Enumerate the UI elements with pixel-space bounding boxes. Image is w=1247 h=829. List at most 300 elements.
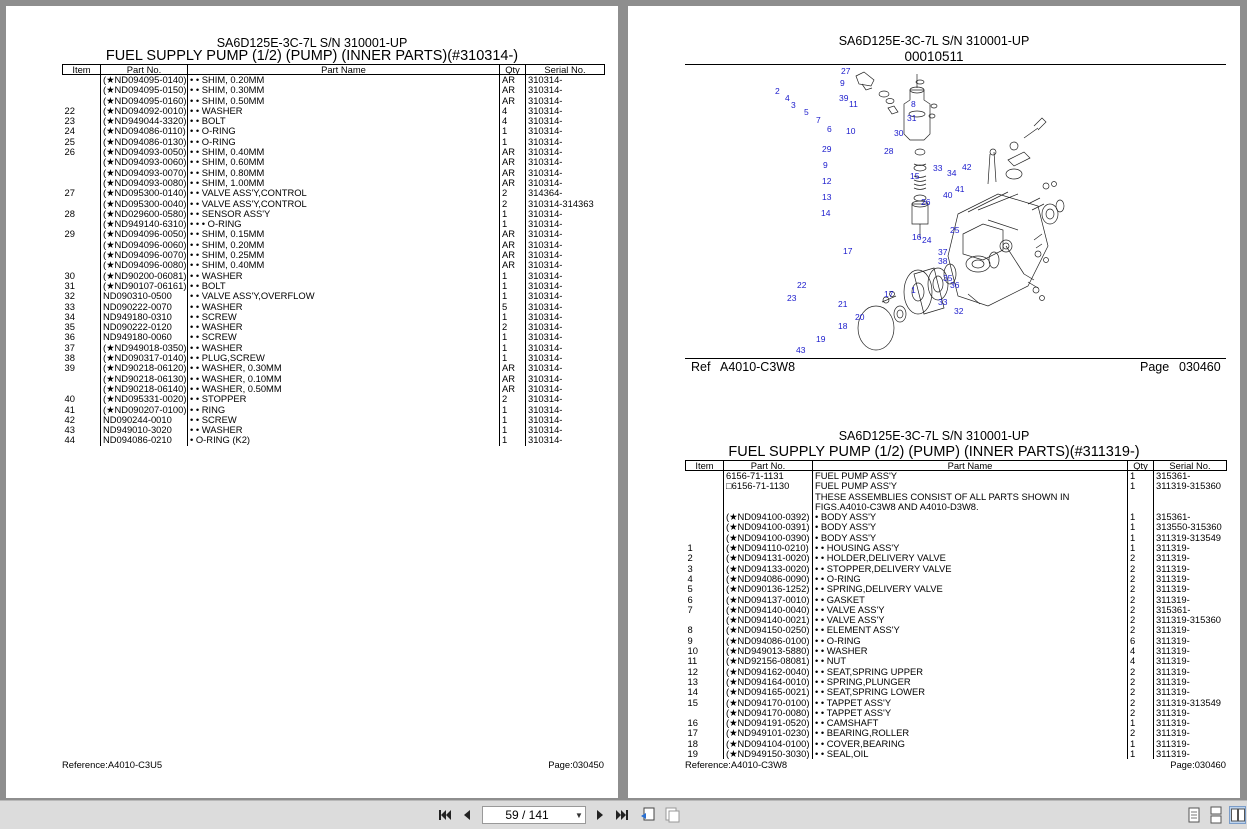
part-no-cell: (★ND094137-0010) — [724, 595, 813, 605]
part-name-cell: • • WASHER — [188, 425, 500, 435]
qty-cell — [1128, 492, 1154, 502]
callout-number: 32 — [954, 306, 964, 316]
item-cell: 22 — [64, 104, 75, 116]
qty-cell: 1 — [500, 312, 526, 322]
header-serial-no: Serial No. — [526, 65, 605, 75]
callout-number: 6 — [827, 124, 832, 134]
serial-no-cell: 314364- — [526, 188, 605, 198]
part-name-cell: • • VALVE ASS'Y — [813, 605, 1128, 615]
part-name-cell: • • O-RING — [813, 574, 1128, 584]
callout-number: 14 — [821, 208, 831, 218]
serial-no-cell: 310314- — [526, 425, 605, 435]
part-name-cell: • • SCREW — [188, 332, 500, 342]
qty-cell: 2 — [1128, 553, 1154, 563]
item-cell: 26 — [64, 146, 75, 158]
qty-cell: AR — [500, 250, 526, 260]
part-no-cell: (★ND90218-06130) — [101, 374, 188, 384]
go-forward-view-icon[interactable] — [664, 807, 680, 823]
callout-number: 41 — [955, 184, 965, 194]
item-cell: 42 — [64, 413, 75, 425]
parts-table — [685, 460, 1227, 759]
serial-no-cell: 315361- — [1154, 471, 1227, 482]
part-no-cell: (★ND094086-0130) — [101, 137, 188, 147]
part-name-cell: • • O-RING — [813, 636, 1128, 646]
part-name-cell: • • SCREW — [188, 312, 500, 322]
item-cell — [63, 75, 101, 86]
item-cell — [63, 250, 101, 260]
table-row — [686, 687, 1227, 697]
qty-cell: 6 — [1128, 636, 1154, 646]
callout-number: 26 — [921, 197, 931, 207]
qty-cell: 1 — [500, 219, 526, 229]
qty-cell: 2 — [1128, 687, 1154, 697]
serial-no-cell: 311319- — [1154, 667, 1227, 677]
part-no-cell: (★ND029600-0580) — [101, 209, 188, 219]
item-cell — [686, 492, 724, 502]
page-value: 030460 — [1179, 360, 1221, 374]
qty-cell: 2 — [1128, 698, 1154, 708]
serial-no-cell: 310314- — [526, 157, 605, 167]
callout-number: 5 — [804, 107, 809, 117]
item-cell: 30 — [64, 269, 75, 281]
qty-cell: 4 — [1128, 656, 1154, 666]
continuous-view-icon[interactable] — [1208, 807, 1224, 823]
part-name-cell: • BODY ASS'Y — [813, 512, 1128, 522]
callout-number: 30 — [894, 128, 904, 138]
serial-no-cell: 311319- — [1154, 584, 1227, 594]
callout-number: 28 — [884, 146, 894, 156]
serial-no-cell: 310314- — [526, 116, 605, 126]
part-no-cell: ND090244-0010 — [101, 415, 188, 425]
qty-cell: 2 — [1128, 605, 1154, 615]
serial-no-cell: 311319- — [1154, 656, 1227, 666]
part-no-cell: (★ND094093-0080) — [101, 178, 188, 188]
page-right — [628, 6, 1240, 798]
header-item: Item — [686, 461, 724, 471]
part-no-cell: (★ND094131-0020) — [724, 553, 813, 563]
item-cell: 44 — [64, 434, 75, 446]
part-no-cell: ND949010-3020 — [101, 425, 188, 435]
item-cell: 29 — [64, 228, 75, 240]
last-page-icon[interactable] — [614, 807, 630, 823]
item-cell: 4 — [687, 572, 693, 584]
part-name-cell: • • VALVE ASS'Y — [813, 615, 1128, 625]
callout-number: 29 — [822, 144, 832, 154]
qty-cell: 2 — [1128, 574, 1154, 584]
serial-no-cell: 311319- — [1154, 636, 1227, 646]
serial-no-cell — [1154, 492, 1227, 502]
part-no-cell: (★ND094191-0520) — [724, 718, 813, 728]
header-part-name: Part Name — [813, 461, 1128, 471]
part-no-cell: (★ND949101-0230) — [724, 728, 813, 738]
part-name-cell: • • SHIM, 0.15MM — [188, 229, 500, 239]
serial-no-cell: 310314- — [526, 240, 605, 250]
part-name-cell: • • SHIM, 0.30MM — [188, 85, 500, 95]
callout-number: 10 — [846, 126, 856, 136]
serial-no-cell: 311319- — [1154, 553, 1227, 563]
part-name-cell: • • STOPPER,DELIVERY VALVE — [813, 564, 1128, 574]
chevron-down-icon[interactable]: ▼ — [575, 811, 583, 820]
qty-cell: 1 — [500, 271, 526, 281]
next-page-icon[interactable] — [592, 807, 608, 823]
qty-cell: AR — [500, 374, 526, 384]
part-no-cell: (★ND92156-08081) — [724, 656, 813, 666]
part-no-cell: (★ND094100-0392) — [724, 512, 813, 522]
part-no-cell: (★ND094110-0210) — [724, 543, 813, 553]
item-cell: 28 — [64, 207, 75, 219]
part-no-cell: (★ND094100-0390) — [724, 533, 813, 543]
first-page-icon[interactable] — [437, 807, 453, 823]
callout-number: 39 — [839, 93, 849, 103]
part-no-cell: (★ND094092-0010) — [101, 106, 188, 116]
qty-cell: 5 — [500, 302, 526, 312]
header-qty: Qty — [500, 65, 526, 75]
serial-no-cell: 310314- — [526, 271, 605, 281]
item-cell: 15 — [687, 696, 698, 708]
serial-no-cell: 311319- — [1154, 543, 1227, 553]
qty-cell: 1 — [1128, 739, 1154, 749]
page-left — [6, 6, 618, 798]
qty-cell: AR — [500, 178, 526, 188]
part-name-cell: FIGS.A4010-C3W8 AND A4010-D3W8. — [813, 502, 1128, 512]
item-cell: 38 — [64, 352, 75, 364]
part-name-cell: • • SCREW — [188, 415, 500, 425]
part-name-cell: • • SHIM, 0.40MM — [188, 260, 500, 270]
item-cell: 19 — [687, 748, 698, 760]
serial-no-cell: 311319- — [1154, 564, 1227, 574]
item-cell: 41 — [64, 403, 75, 415]
serial-no-cell: 315361- — [1154, 512, 1227, 522]
part-name-cell: • • CAMSHAFT — [813, 718, 1128, 728]
part-no-cell: (★ND094164-0010) — [724, 677, 813, 687]
part-name-cell: • • WASHER, 0.30MM — [188, 363, 500, 373]
footer-reference: Reference:A4010-C3U5 — [62, 759, 163, 770]
qty-cell: 1 — [500, 405, 526, 415]
two-page-view-icon[interactable] — [1229, 806, 1246, 824]
part-name-cell: • • O-RING — [188, 126, 500, 136]
qty-cell: 1 — [500, 415, 526, 425]
part-name-cell: • • PLUG,SCREW — [188, 353, 500, 363]
serial-no-cell: 311319- — [1154, 708, 1227, 718]
callout-number: 20 — [855, 312, 865, 322]
part-name-cell: • • WASHER — [188, 302, 500, 312]
part-no-cell: (★ND095331-0020) — [101, 394, 188, 404]
qty-cell: 2 — [500, 394, 526, 404]
serial-no-cell: 310314- — [526, 147, 605, 157]
serial-no-cell: 310314- — [526, 394, 605, 404]
prev-page-icon[interactable] — [459, 807, 475, 823]
part-no-cell: (★ND094162-0040) — [724, 667, 813, 677]
part-no-cell: (★ND094093-0050) — [101, 147, 188, 157]
callout-number: 17 — [843, 246, 853, 256]
item-cell: 16 — [687, 717, 698, 729]
item-cell — [63, 168, 101, 178]
part-no-cell: (★ND949013-5880) — [724, 646, 813, 656]
qty-cell: 1 — [500, 435, 526, 445]
part-no-cell: (★ND949018-0350) — [101, 343, 188, 353]
item-cell — [686, 481, 724, 491]
header-item: Item — [63, 65, 101, 75]
page-title: FUEL SUPPLY PUMP (1/2) (PUMP) (INNER PARTS)(#311319-) — [728, 444, 1140, 460]
qty-cell: 4 — [500, 106, 526, 116]
part-name-cell: • • BOLT — [188, 281, 500, 291]
item-cell: 5 — [687, 583, 693, 595]
callout-number: 21 — [838, 299, 848, 309]
qty-cell: 2 — [500, 322, 526, 332]
qty-cell: 1 — [500, 209, 526, 219]
part-no-cell: ND949180-0060 — [101, 332, 188, 342]
footer-page: Page:030460 — [1170, 759, 1226, 770]
item-cell: 9 — [687, 634, 693, 646]
part-no-cell: (★ND094150-0250) — [724, 625, 813, 635]
callout-number: 11 — [849, 99, 858, 109]
serial-no-cell: 311319-315360 — [1154, 481, 1227, 491]
callout-number: 42 — [962, 162, 972, 172]
part-no-cell: (★ND094170-0100) — [724, 698, 813, 708]
part-name-cell: • O-RING (K2) — [188, 435, 500, 445]
serial-no-cell: 310314-314363 — [526, 199, 605, 209]
part-no-cell: (★ND094095-0150) — [101, 85, 188, 95]
go-back-view-icon[interactable] — [640, 807, 656, 823]
callout-number: 36 — [950, 280, 960, 290]
item-cell — [63, 157, 101, 167]
model-heading-2: SA6D125E-3C-7L S/N 310001-UP — [838, 429, 1030, 443]
part-name-cell: • • TAPPET ASS'Y — [813, 698, 1128, 708]
item-cell: 31 — [64, 279, 75, 291]
serial-no-cell: 310314- — [526, 209, 605, 219]
part-no-cell: (★ND90200-06081) — [101, 271, 188, 281]
footer-page: Page:030450 — [548, 759, 604, 770]
serial-no-cell: 310314- — [526, 178, 605, 188]
viewer-toolbar — [0, 800, 1247, 829]
serial-no-cell: 311319-313549 — [1154, 698, 1227, 708]
serial-no-cell: 310314- — [526, 435, 605, 445]
serial-no-cell: 310314- — [526, 415, 605, 425]
part-name-cell: • • RING — [188, 405, 500, 415]
part-no-cell: (★ND094096-0060) — [101, 240, 188, 250]
part-no-cell — [724, 492, 813, 502]
table-row — [63, 291, 605, 301]
serial-no-cell: 311319- — [1154, 728, 1227, 738]
qty-cell: 1 — [500, 353, 526, 363]
part-name-cell: • • SHIM, 0.20MM — [188, 240, 500, 250]
serial-no-cell: 310314- — [526, 96, 605, 106]
header-part-no: Part No. — [724, 461, 813, 471]
part-name-cell: • • SHIM, 0.50MM — [188, 96, 500, 106]
callout-number: 9 — [823, 160, 828, 170]
item-cell: 39 — [64, 362, 75, 374]
callout-number: 34 — [947, 168, 957, 178]
part-no-cell: (★ND90107-06161) — [101, 281, 188, 291]
part-no-cell: ND090310-0500 — [101, 291, 188, 301]
part-name-cell: • • SEAT,SPRING LOWER — [813, 687, 1128, 697]
part-no-cell: (★ND094095-0160) — [101, 96, 188, 106]
part-name-cell: • • ELEMENT ASS'Y — [813, 625, 1128, 635]
part-no-cell: (★ND949150-3030) — [724, 749, 813, 759]
part-no-cell: ND094086-0210 — [101, 435, 188, 445]
serial-no-cell: 310314- — [526, 229, 605, 239]
callout-number: 17 — [884, 289, 894, 299]
part-name-cell: • • SPRING,PLUNGER — [813, 677, 1128, 687]
header-part-no: Part No. — [101, 65, 188, 75]
serial-no-cell: 313550-315360 — [1154, 522, 1227, 532]
part-no-cell: (★ND090317-0140) — [101, 353, 188, 363]
part-no-cell: (★ND094140-0021) — [724, 615, 813, 625]
serial-no-cell: 310314- — [526, 219, 605, 229]
qty-cell: 1 — [500, 343, 526, 353]
serial-no-cell: 310314- — [526, 250, 605, 260]
callout-number: 33 — [933, 163, 943, 173]
part-no-cell: (★ND094165-0021) — [724, 687, 813, 697]
serial-no-cell: 310314- — [526, 75, 605, 86]
item-cell: 23 — [64, 115, 75, 127]
part-no-cell: (★ND094096-0070) — [101, 250, 188, 260]
part-name-cell: • • STOPPER — [188, 394, 500, 404]
part-name-cell: • • WASHER — [188, 271, 500, 281]
serial-no-cell: 310314- — [526, 353, 605, 363]
item-cell: 1 — [687, 542, 693, 554]
model-heading: SA6D125E-3C-7L S/N 310001-UP — [838, 34, 1030, 48]
item-cell — [686, 512, 724, 522]
callout-number: 37 — [938, 247, 948, 257]
qty-cell: AR — [500, 168, 526, 178]
qty-cell: 1 — [1128, 718, 1154, 728]
item-cell: 2 — [687, 552, 693, 564]
part-name-cell: FUEL PUMP ASS'Y — [813, 481, 1128, 491]
qty-cell: 2 — [1128, 615, 1154, 625]
serial-no-cell: 311319-315360 — [1154, 615, 1227, 625]
serial-no-cell: 310314- — [526, 291, 605, 301]
page-title: FUEL SUPPLY PUMP (1/2) (PUMP) (INNER PARTS)(#310314-) — [105, 48, 519, 64]
qty-cell: AR — [500, 229, 526, 239]
part-name-cell: • • HOUSING ASS'Y — [813, 543, 1128, 553]
item-cell — [63, 374, 101, 384]
part-name-cell: • • SHIM, 0.40MM — [188, 147, 500, 157]
part-name-cell: • • SHIM, 0.80MM — [188, 168, 500, 178]
callout-number: 3 — [791, 100, 796, 110]
part-no-cell: (★ND90218-06120) — [101, 363, 188, 373]
serial-no-cell: 310314- — [526, 322, 605, 332]
part-no-cell: (★ND094100-0391) — [724, 522, 813, 532]
part-no-cell: (★ND949140-6310) — [101, 219, 188, 229]
part-no-cell: ND090222-0120 — [101, 322, 188, 332]
qty-cell: 2 — [1128, 584, 1154, 594]
qty-cell: 1 — [500, 126, 526, 136]
item-cell — [63, 85, 101, 95]
item-cell: 17 — [687, 727, 698, 739]
part-no-cell: (★ND090136-1252) — [724, 584, 813, 594]
qty-cell: 1 — [1128, 543, 1154, 553]
item-cell: 36 — [64, 331, 75, 343]
callout-number: 23 — [787, 293, 797, 303]
part-name-cell: • • SENSOR ASS'Y — [188, 209, 500, 219]
header-qty: Qty — [1128, 461, 1154, 471]
item-cell: 13 — [687, 675, 698, 687]
serial-no-cell: 311319- — [1154, 574, 1227, 584]
ref-label: Ref — [691, 360, 711, 374]
part-name-cell: • • VALVE ASS'Y,CONTROL — [188, 199, 500, 209]
part-name-cell: • • SHIM, 1.00MM — [188, 178, 500, 188]
page-label: Page — [1140, 360, 1170, 374]
part-name-cell: • • TAPPET ASS'Y — [813, 708, 1128, 718]
part-no-cell: (★ND095300-0140) — [101, 188, 188, 198]
part-name-cell: • • SHIM, 0.25MM — [188, 250, 500, 260]
page-number-field[interactable] — [482, 806, 586, 824]
part-name-cell: FUEL PUMP ASS'Y — [813, 471, 1128, 482]
qty-cell: 2 — [1128, 625, 1154, 635]
item-cell: 40 — [64, 393, 75, 405]
item-cell: 34 — [64, 310, 75, 322]
serial-no-cell: 310314- — [526, 137, 605, 147]
item-cell: 6 — [687, 593, 693, 605]
qty-cell: 2 — [1128, 728, 1154, 738]
serial-no-cell: 311319- — [1154, 718, 1227, 728]
part-name-cell: THESE ASSEMBLIES CONSIST OF ALL PARTS SHOWN IN — [813, 492, 1128, 502]
item-cell: 7 — [687, 603, 693, 615]
part-name-cell: • • WASHER, 0.10MM — [188, 374, 500, 384]
part-name-cell: • • COVER,BEARING — [813, 739, 1128, 749]
callout-number: 40 — [943, 190, 953, 200]
serial-no-cell: 310314- — [526, 363, 605, 373]
part-no-cell: (★ND094086-0090) — [724, 574, 813, 584]
callout-number: 19 — [816, 334, 826, 344]
serial-no-cell: 310314- — [526, 312, 605, 322]
qty-cell: 1 — [500, 137, 526, 147]
serial-no-cell: 311319- — [1154, 749, 1227, 759]
callout-number: 22 — [797, 280, 807, 290]
figure-code: 00010511 — [904, 49, 964, 64]
table-row — [686, 749, 1227, 759]
qty-cell: 1 — [500, 291, 526, 301]
serial-no-cell: 310314- — [526, 281, 605, 291]
part-no-cell: (★ND094140-0040) — [724, 605, 813, 615]
qty-cell: 1 — [1128, 749, 1154, 759]
part-no-cell: (★ND094104-0100) — [724, 739, 813, 749]
part-no-cell: (★ND094093-0060) — [101, 157, 188, 167]
part-name-cell: • • SPRING,DELIVERY VALVE — [813, 584, 1128, 594]
table-row — [63, 435, 605, 445]
part-name-cell: • • HOLDER,DELIVERY VALVE — [813, 553, 1128, 563]
callout-number: 33 — [938, 297, 948, 307]
item-cell: 3 — [687, 562, 693, 574]
qty-cell: 2 — [1128, 564, 1154, 574]
qty-cell: 1 — [1128, 512, 1154, 522]
callout-number: 24 — [922, 235, 932, 245]
part-no-cell: (★ND094096-0050) — [101, 229, 188, 239]
qty-cell: 1 — [1128, 481, 1154, 491]
item-cell: 11 — [687, 655, 698, 667]
part-name-cell: • • VALVE ASS'Y,OVERFLOW — [188, 291, 500, 301]
footer-reference: Reference:A4010-C3W8 — [685, 759, 788, 770]
single-page-view-icon[interactable] — [1186, 807, 1202, 823]
item-cell — [686, 522, 724, 532]
callout-number: 1 — [911, 285, 916, 295]
qty-cell: AR — [500, 240, 526, 250]
parts-table — [62, 64, 605, 446]
part-name-cell: • • GASKET — [813, 595, 1128, 605]
part-no-cell: (★ND094086-0100) — [724, 636, 813, 646]
item-cell: 32 — [64, 290, 75, 302]
serial-no-cell: 310314- — [526, 126, 605, 136]
item-cell: 37 — [64, 341, 75, 353]
part-name-cell: • BODY ASS'Y — [813, 533, 1128, 543]
serial-no-cell: 310314- — [526, 85, 605, 95]
callout-number: 13 — [822, 192, 832, 202]
part-name-cell: • • SEAL,OIL — [813, 749, 1128, 759]
part-no-cell: (★ND094170-0080) — [724, 708, 813, 718]
callout-number: 18 — [838, 321, 848, 331]
callout-number: 9 — [840, 78, 845, 88]
